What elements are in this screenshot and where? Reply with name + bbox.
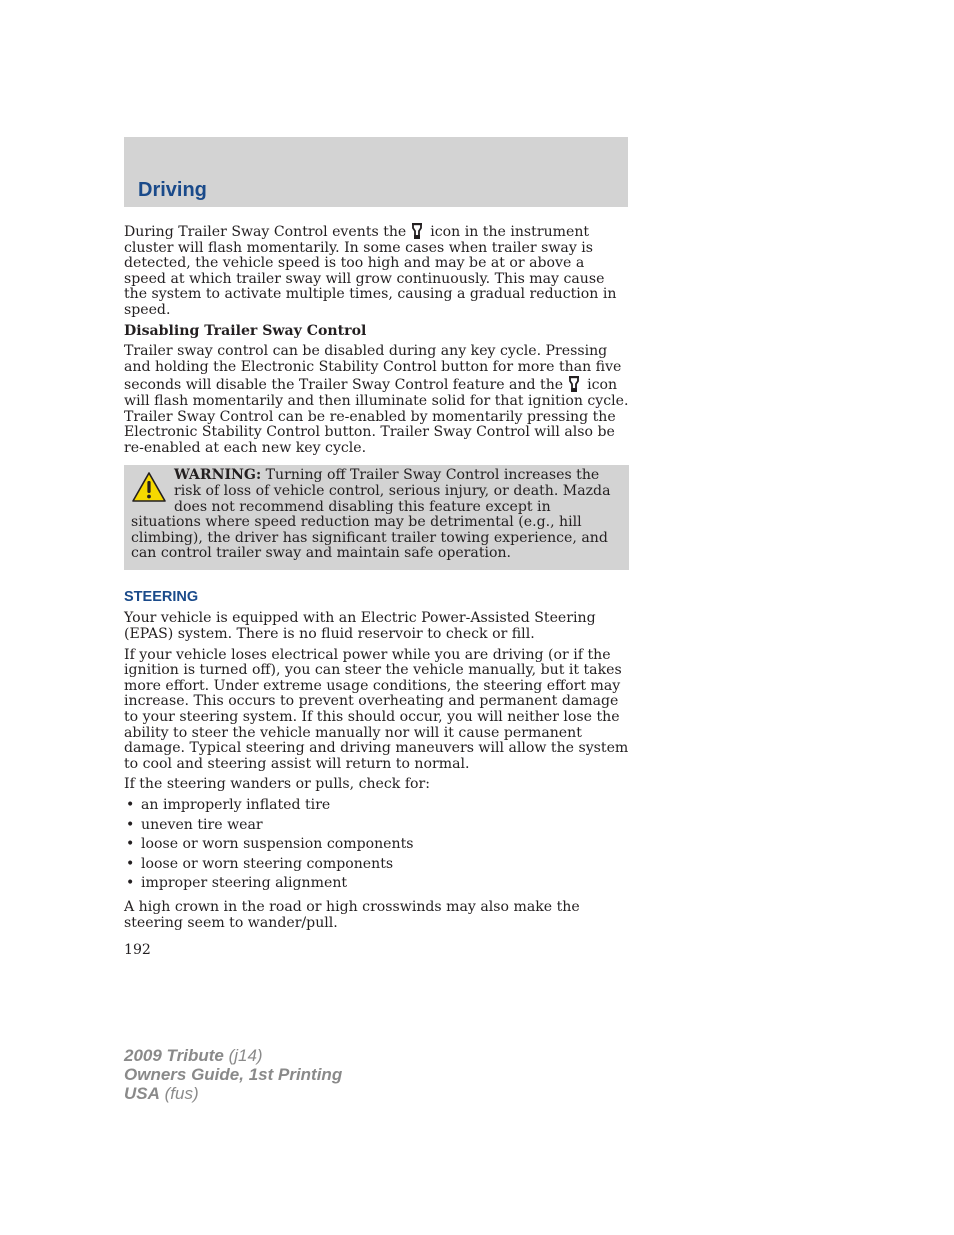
bullet-glyph: • [126, 875, 135, 892]
footer-region-code: (fus) [164, 1084, 199, 1103]
list-item [124, 876, 629, 892]
footer-model: 2009 Tribute [124, 1046, 224, 1065]
disabling-text-after: icon will flash momentarily and then illuminate solid for that ignition cycle. Trailer Sway Control can be re-enabled by momentarily pressing the Electronic Stability Control button. Trailer Sway Control will also be re-enabled at each new key cycle. [124, 377, 629, 456]
intro-text-after: icon in the instrument cluster will flash momentarily. In some cases when trailer sway is detected, the vehicle speed is too high and may be at or above a speed at which trailer sway will grow continuously. This may cause the system to activate multiple times, causing a gradual reduction in speed. [124, 224, 617, 318]
bullet-glyph: • [126, 816, 135, 833]
steering-paragraph-1: Your vehicle is equipped with an Electric Power-Assisted Steering (EPAS) system. There is no fluid reservoir to check or fill. [124, 610, 596, 643]
list-item [124, 798, 629, 814]
warning-text: Turning off Trailer Sway Control increases the risk of loss of vehicle control, serious injury, or death. Mazda does not recommend disabling this feature except in situations where speed reduction may be detrimental (e.g., hill climbing), the driver has significant trailer towing experience, and can control trailer sway and maintain safe operation. [131, 467, 611, 562]
bullet-glyph: • [126, 797, 135, 813]
list-item-text: uneven tire wear [141, 816, 263, 833]
list-item [124, 837, 629, 853]
disabling-heading: Disabling Trailer Sway Control [124, 322, 367, 339]
list-item-text: loose or worn suspension components [141, 836, 414, 853]
list-item-text: loose or worn steering components [141, 855, 394, 872]
chapter-title: Driving [138, 179, 207, 201]
footer-model-code: (j14) [228, 1046, 263, 1065]
footer-line-2 [124, 1065, 342, 1084]
document-footer [124, 1046, 342, 1103]
warning-box [124, 465, 629, 570]
intro-text-before: During Trailer Sway Control events the [124, 224, 407, 240]
intro-paragraph [124, 222, 629, 319]
list-item-text: improper steering alignment [141, 875, 348, 892]
footer-line-3 [124, 1084, 342, 1103]
page-content [124, 222, 629, 959]
warning-label: WARNING: [174, 467, 262, 484]
footer-region: USA [124, 1084, 160, 1103]
warning-triangle-icon [131, 471, 167, 503]
chapter-header-band [124, 137, 628, 207]
list-item-text: an improperly inflated tire [141, 797, 331, 813]
disabling-paragraph [124, 344, 629, 456]
footer-line-1 [124, 1046, 342, 1065]
footer-printing: Owners Guide, 1st Printing [124, 1065, 343, 1084]
trailer-sway-icon [410, 222, 424, 240]
disabling-text-before: Trailer sway control can be disabled during any key cycle. Pressing and holding the Electronic Stability Control button for more than five seconds will disable the Trailer Sway Control feature and the [124, 343, 622, 394]
list-item [124, 818, 629, 834]
bullet-glyph: • [126, 855, 135, 872]
steering-paragraph-3: If the steering wanders or pulls, check for: [124, 776, 431, 793]
list-item [124, 857, 629, 873]
steering-check-list [124, 798, 629, 892]
steering-paragraph-2: If your vehicle loses electrical power while you are driving (or if the ignition is turned off), you can steer the vehicle manually, but it takes more effort. Under extreme usage conditions, the steering effort may increase. This occurs to prevent overheating and permanent damage to your steering system. If this should occur, you will neither lose the ability to steer the vehicle manually nor will it cause permanent damage. Typical steering and driving maneuvers will allow the system to cool and steering assist will return to normal. [124, 646, 629, 772]
trailer-sway-icon [567, 375, 581, 393]
bullet-glyph: • [126, 836, 135, 853]
page-number: 192 [124, 942, 151, 959]
steering-heading: STEERING [124, 588, 199, 605]
steering-paragraph-4: A high crown in the road or high crosswinds may also make the steering seem to wander/pull. [124, 898, 580, 931]
